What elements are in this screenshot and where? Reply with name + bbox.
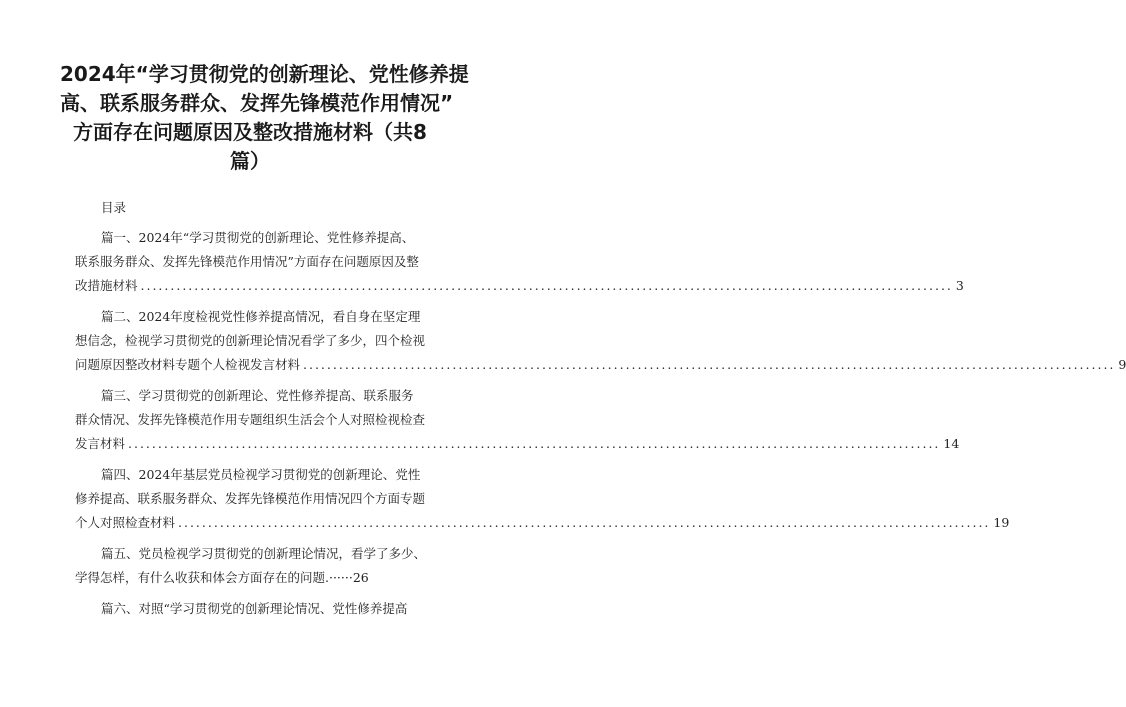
toc-entry-last-line [75,432,960,456]
title-line-1: 2024年“学习贯彻党的创新理论、党性修养提 [60,62,469,86]
toc-entry-1[interactable] [75,226,964,298]
toc-entry-line: 篇四、2024年基层党员检视学习贯彻党的创新理论、党性 [101,467,421,482]
toc-entry-line: 个人对照检查材料 [75,515,176,530]
title-line-2: 高、联系服务群众、发挥先锋模范作用情况” [60,91,454,115]
toc-entry-5[interactable] [75,542,427,590]
toc-entry-line: 篇六、对照“学习贯彻党的创新理论情况、党性修养提高 [101,601,408,616]
toc-entry-2[interactable] [75,305,1126,377]
toc-entry-line: 学得怎样，有什么收获和体会方面存在的问题.······26 [75,570,369,585]
toc-entry-last-line [75,511,1010,535]
toc-entry-last-line [75,353,1126,377]
toc-page-number: 19 [993,515,1010,530]
dot-leader: ........................................................................................................................................ [178,515,991,530]
document-title [60,60,469,176]
toc-entry-line: 篇三、学习贯彻党的创新理论、党性修养提高、联系服务 [101,388,414,403]
toc-entry-last-line [75,274,964,298]
toc-heading: 目录 [101,200,127,215]
toc-entry-line: 想信念，检视学习贯彻党的创新理论情况看学了多少，四个检视 [75,333,426,348]
toc-entry-line: 篇一、2024年“学习贯彻党的创新理论、党性修养提高、 [101,230,415,245]
toc-entry-line: 修养提高、联系服务群众、发挥先锋模范作用情况四个方面专题 [75,491,426,506]
table-of-contents [75,226,1126,628]
toc-entry-line: 发言材料 [75,436,126,451]
toc-entry-4[interactable] [75,463,1010,535]
toc-entry-line: 群众情况、发挥先锋模范作用专题组织生活会个人对照检视检查 [75,412,426,427]
toc-entry-6[interactable] [75,597,427,621]
title-line-4: 篇） [230,149,270,173]
toc-entry-3[interactable] [75,384,960,456]
toc-entry-line: 篇二、2024年度检视党性修养提高情况，看自身在坚定理 [101,309,421,324]
dot-leader: ........................................................................................................................................ [128,436,941,451]
dot-leader: ........................................................................................................................................ [303,357,1116,372]
toc-page-number: 3 [955,278,964,293]
dot-leader: ........................................................................................................................................ [140,278,953,293]
toc-entry-line: 篇五、党员检视学习贯彻党的创新理论情况，看学了多少、 [101,546,427,561]
toc-entry-line: 改措施材料 [75,278,138,293]
toc-entry-line: 问题原因整改材料专题个人检视发言材料 [75,357,301,372]
toc-page-number: 9 [1118,357,1126,372]
title-line-3: 方面存在问题原因及整改措施材料（共8 [73,120,427,144]
toc-page-number: 14 [943,436,960,451]
toc-entry-line: 联系服务群众、发挥先锋模范作用情况”方面存在问题原因及整 [75,254,419,269]
